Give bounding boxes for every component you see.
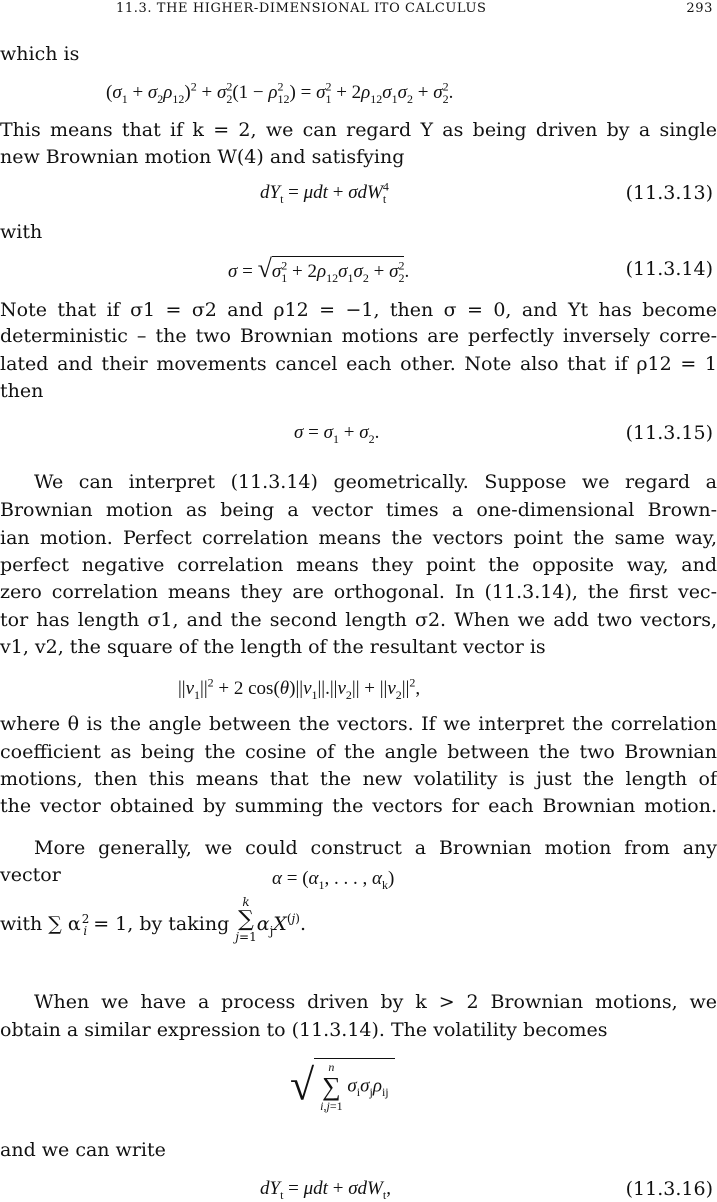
book-page: 11.3. THE HIGHER-DIMENSIONAL ITO CALCULUS 293 which is $(\sigma_1 + \sigma_2\rho_{12})^2 + \sigma^2_2(1 - \rho^2_{12}) = \sigma^2_1 + 2\rho_{12}\sigma_1\sigma_2 + \sigma^2_2$. This means that if k = 2, we can regard Y as being driven by a single new Brownian motion W(4) and satisfying $dY_t = \mu dt + \sigma dW^4_t$ (11.3.13) with $\sigma = √\sigma^2_1 + 2\rho_{12}\sigma_1\sigma_2 + \sigma^2_2$. (11.3.14) Note that if σ1 = σ2 and ρ12 = −1, then σ = 0, and Yt has become deterministic – the two Brownian motions are perfectly inversely corre- lated and their movements cancel each other. Note also that if ρ12 = 1 then $\sigma = \sigma_1 + \sigma_2$. (11.3.15) We can interpret (11.3.14) geometrically. Suppose we regard a Brownian motion as being a vector times a one-dimensional Brown- ian motion. Perfect correlation means the vectors point the same way, perfect negative correlation means they point the opposite way, and zero correlation means they are orthogonal. In (11.3.14), the first vec- tor has length σ1, and the second length σ2. When we add two vectors, v1, v2, the square of the length of the resultant vector is $||v_1||^2 + 2$ $\cos(\theta)||v_1||.||v_2|| + ||v_2||^2$, where θ is the angle between the vectors. If we interpret the correlation coefficient as being the cosine of the angle between the two Brownian motions, then this means that the new volatility is just the length of the vector obtained by summing the vectors for each Brownian motion. More generally, we could construct a Brownian motion from any vector $\alpha = (\alpha_1$, . . . , $\alpha_k$) with ∑ $\alpha^2_i = 1$, by taking k ∑ $j=1\alpha_jX^{(j)}$. When we have a process driven by k > 2 Brownian motions, we obtain a similar expression to (11.3.14). The volatility becomes √ n ∑ i,j=1 $\sigma_i\sigma_j\rho_{ij}$ and we can write $dY_t = \mu dt + \sigma dW_t$, (11.3.16) — [0, 1, 717, 1202]
text-line: More generally, we could construct a Brownian motion from any — [34, 837, 717, 859]
text-line: perfect negative correlation means they point the opposite way, and — [0, 554, 717, 576]
text-line: where θ is the angle between the vectors. If we interpret the correlation — [0, 713, 717, 735]
text-fragment: = 1, by taking — [87, 913, 236, 935]
text-line: with — [0, 221, 43, 243]
text-line: We can interpret (11.3.14) geometrically. Suppose we regard a — [34, 471, 717, 493]
text-line: ian motion. Perfect correlation means the vectors point the same way, — [0, 527, 717, 549]
text-line: motions, then this means that the new volatility is just the length of — [0, 768, 717, 790]
text-fragment: with ∑ α — [0, 913, 81, 935]
equation-number: (11.3.15) — [625, 422, 713, 444]
equation-number: (11.3.13) — [625, 182, 713, 204]
text-line: then — [0, 380, 44, 402]
page-number: 293 — [686, 1, 713, 16]
equation-number: (11.3.16) — [625, 1178, 713, 1200]
text-line: When we have a process driven by k > 2 Brownian motions, we — [34, 991, 717, 1013]
text-line: vector — [0, 864, 61, 886]
text-line: This means that if k = 2, we can regard Y as being driven by a single — [0, 119, 717, 141]
sum-symbol: k ∑ j=1 — [235, 895, 257, 944]
text-line-with-sum: with ∑ $\alpha^2_i = 1$, by taking k ∑ $j=1\alpha_jX^{(j)}$. — [0, 895, 306, 944]
text-line: Note that if σ1 = σ2 and ρ12 = −1, then σ = 0, and Yt has become — [0, 299, 717, 321]
text-line: and we can write — [0, 1139, 166, 1161]
text-line: which is — [0, 43, 80, 65]
text-line: lated and their movements cancel each other. Note also that if ρ12 = 1 — [0, 353, 717, 375]
text-line: the vector obtained by summing the vectors for each Brownian motion. — [0, 795, 717, 817]
text-line: tor has length σ1, and the second length σ2. When we add two vectors, — [0, 609, 717, 631]
text-line: v1, v2, the square of the length of the resultant vector is — [0, 636, 546, 658]
text-line: Brownian motion as being a vector times a one-dimensional Brown- — [0, 499, 717, 521]
running-header — [0, 0, 717, 22]
text-line: new Brownian motion W(4) and satisfying — [0, 146, 405, 168]
text-line: zero correlation means they are orthogonal. In (11.3.14), the first vec- — [0, 581, 717, 603]
text-line: deterministic – the two Brownian motions are perfectly inversely corre- — [0, 325, 717, 347]
chapter-section-title: 11.3. THE HIGHER-DIMENSIONAL ITO CALCULUS — [116, 1, 487, 16]
text-line: obtain a similar expression to (11.3.14). The volatility becomes — [0, 1019, 608, 1041]
equation-number: (11.3.14) — [625, 258, 713, 280]
text-line: coefficient as being the cosine of the angle between the two Brownian — [0, 741, 717, 763]
